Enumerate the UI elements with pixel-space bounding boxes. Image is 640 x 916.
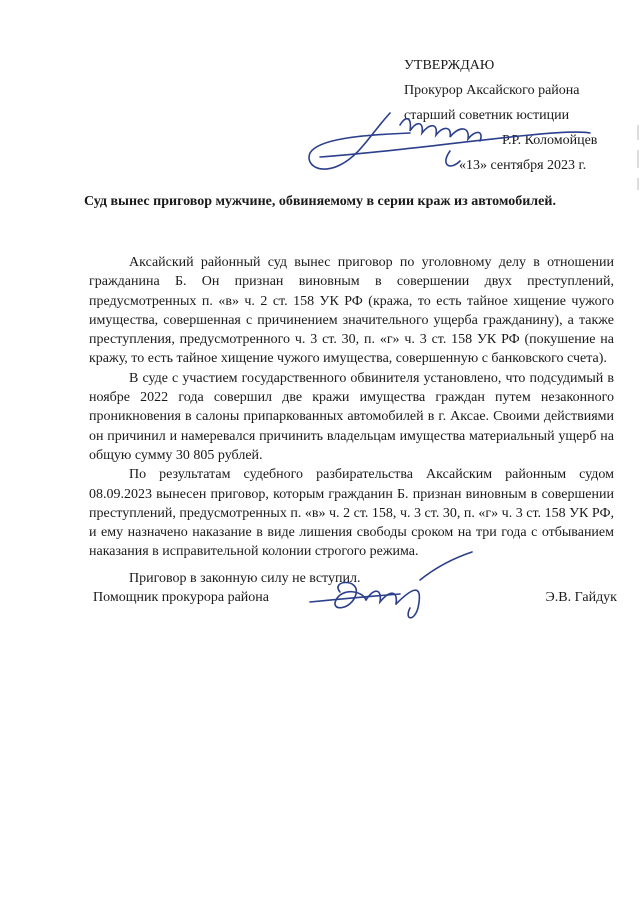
approval-block [404,53,634,178]
paragraph: В суде с участием государственного обвинителя установлено, что подсудимый в ноябре 2022 года совершил две кражи имущества граждан путем незаконного проникновения в салоны припаркованных автомобилей в г. Аксае. Своими действиями он причинил и намеревался причинить владельцам имущества материальный ущерб на общую сумму 30 805 рублей. [89,370,614,463]
signature-line [93,590,617,606]
scan-edge-mark [636,0,640,911]
signer-position: Помощник прокурора района [93,590,269,605]
approval-heading: УТВЕРЖДАЮ [404,58,495,73]
document-title: Суд вынес приговор мужчине, обвиняемому в серии краж из автомобилей. [84,194,556,209]
approval-position: Прокурор Аксайского района [404,83,580,98]
document-body [89,253,614,588]
paragraph: По результатам судебного разбирательства Аксайским районным судом 08.09.2023 вынесен приговор, которым гражданин Б. признан виновным в совершении преступлений, предусмотренных п. «в» ч. 2 ст. 158, ч. 3 ст. 30, п. «г» ч. 3 ст. 158 УК РФ, и ему назначено наказание в виде лишения свободы сроком на три года с отбыванием наказания в исправительной колонии строгого режима. [89,467,614,560]
paragraph: Приговор в законную силу не вступил. [129,570,361,586]
signer-name: Э.В. Гайдук [545,590,617,605]
approval-rank: старший советник юстиции [404,108,570,123]
approval-date: «13» сентября 2023 г. [459,158,587,173]
paragraph: Аксайский районный суд вынес приговор по уголовному делу в отношении гражданина Б. Он признан виновным в совершении двух преступлений, предусмотренных п. «в» ч. 2 ст. 158 УК РФ (кража, то есть тайное хищение чужого имущества, совершенная с причинением значительного ущерба гражданину), а также преступления, предусмотренного ч. 3 ст. 30, п. «г» ч. 3 ст. 158 УК РФ (покушение на кражу, то есть тайное хищение чужого имущества, совершенную с банковского счета). [89,255,614,367]
approval-name: Р.Р. Коломойцев [502,133,598,148]
